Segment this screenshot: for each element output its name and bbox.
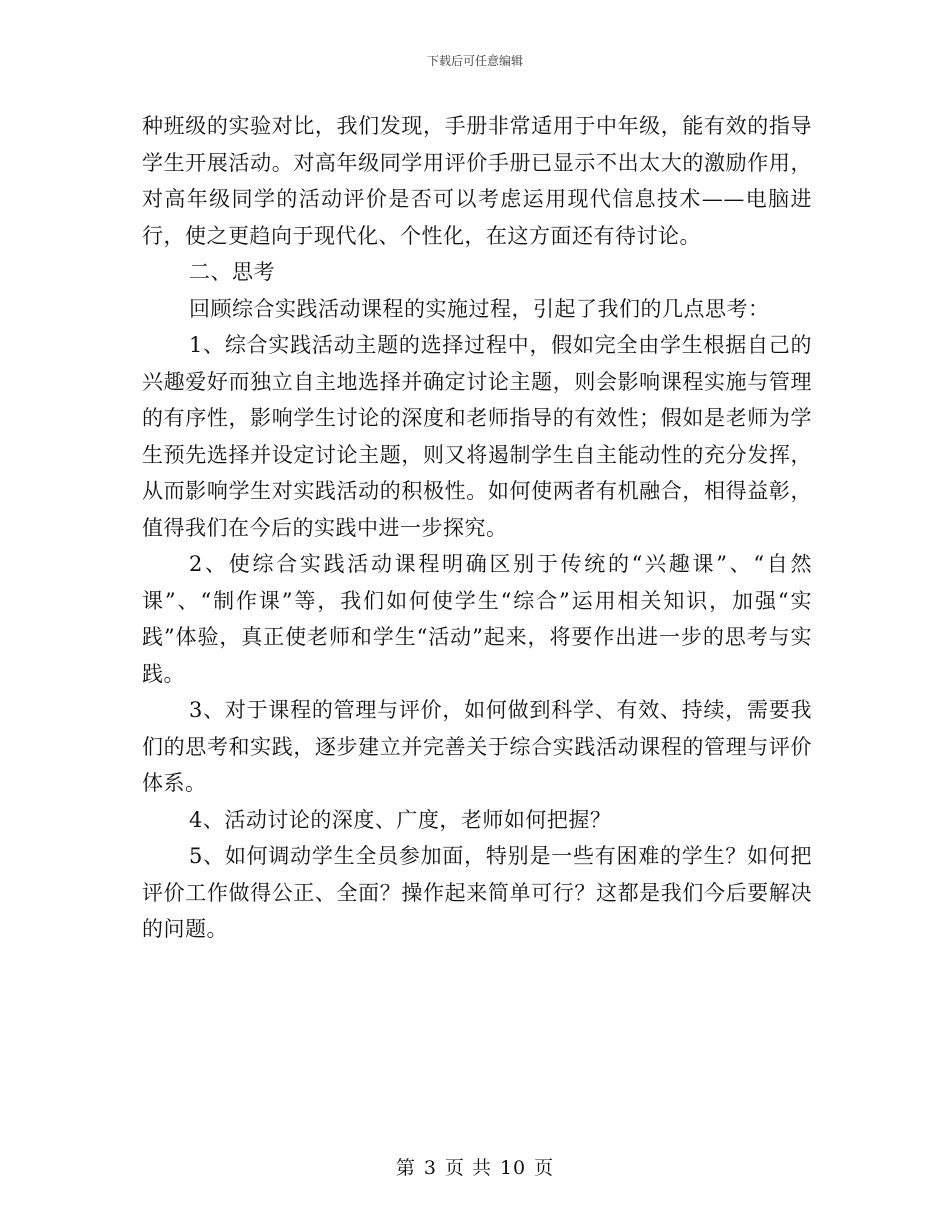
paragraph-point-1: 1、综合实践活动主题的选择过程中，假如完全由学生根据自己的兴趣爱好而独立自主地选择并确定讨论主题，则会影响课程实施与管理的有序性，影响学生讨论的深度和老师指导的有效性；假如是老师为学生预先选择并设定讨论主题，则又将遏制学生自主能动性的充分发挥，从而影响学生对实践活动的积极性。如何使两者有机融合，相得益彰，值得我们在今后的实践中进一步探究。: [142, 333, 812, 540]
page-number-footer: [0, 1153, 950, 1180]
footer-prefix: 第: [395, 1157, 416, 1179]
paragraph-point-3: 3、对于课程的管理与评价，如何做到科学、有效、持续，需要我们的思考和实践，逐步建立并完善关于综合实践活动课程的管理与评价体系。: [142, 698, 812, 795]
total-page-count: 10: [499, 1157, 527, 1179]
paragraph-intro: 回顾综合实践活动课程的实施过程，引起了我们的几点思考：: [189, 296, 770, 321]
page-header-note: 下载后可任意编辑: [426, 54, 523, 68]
paragraph-point-4: 4、活动讨论的深度、广度，老师如何把握？: [189, 807, 612, 832]
paragraph-point-5: 5、如何调动学生全员参加面，特别是一些有困难的学生？如何把评价工作做得公正、全面？操作起来简单可行？这都是我们今后要解决的问题。: [142, 844, 812, 941]
paragraph-continuation: 种班级的实验对比，我们发现，手册非常适用于中年级，能有效的指导学生开展活动。对高年级同学用评价手册已显示不出太大的激励作用，对高年级同学的活动评价是否可以考虑运用现代信息技术——电脑进行，使之更趋向于现代化、个性化，在这方面还有待讨论。: [142, 114, 812, 248]
footer-middle: 页 共: [444, 1157, 492, 1179]
current-page-number: 3: [423, 1157, 437, 1179]
footer-suffix: 页: [534, 1157, 555, 1179]
document-body: [142, 108, 812, 948]
paragraph-point-2: 2、使综合实践活动课程明确区别于传统的“兴趣课”、“自然课”、“制作课”等，我们如何使学生“综合”运用相关知识，加强“实践”体验，真正使老师和学生“活动”起来，将要作出进一步的思考与实践。: [142, 552, 812, 686]
section-heading-thinking: 二、思考: [189, 260, 275, 284]
